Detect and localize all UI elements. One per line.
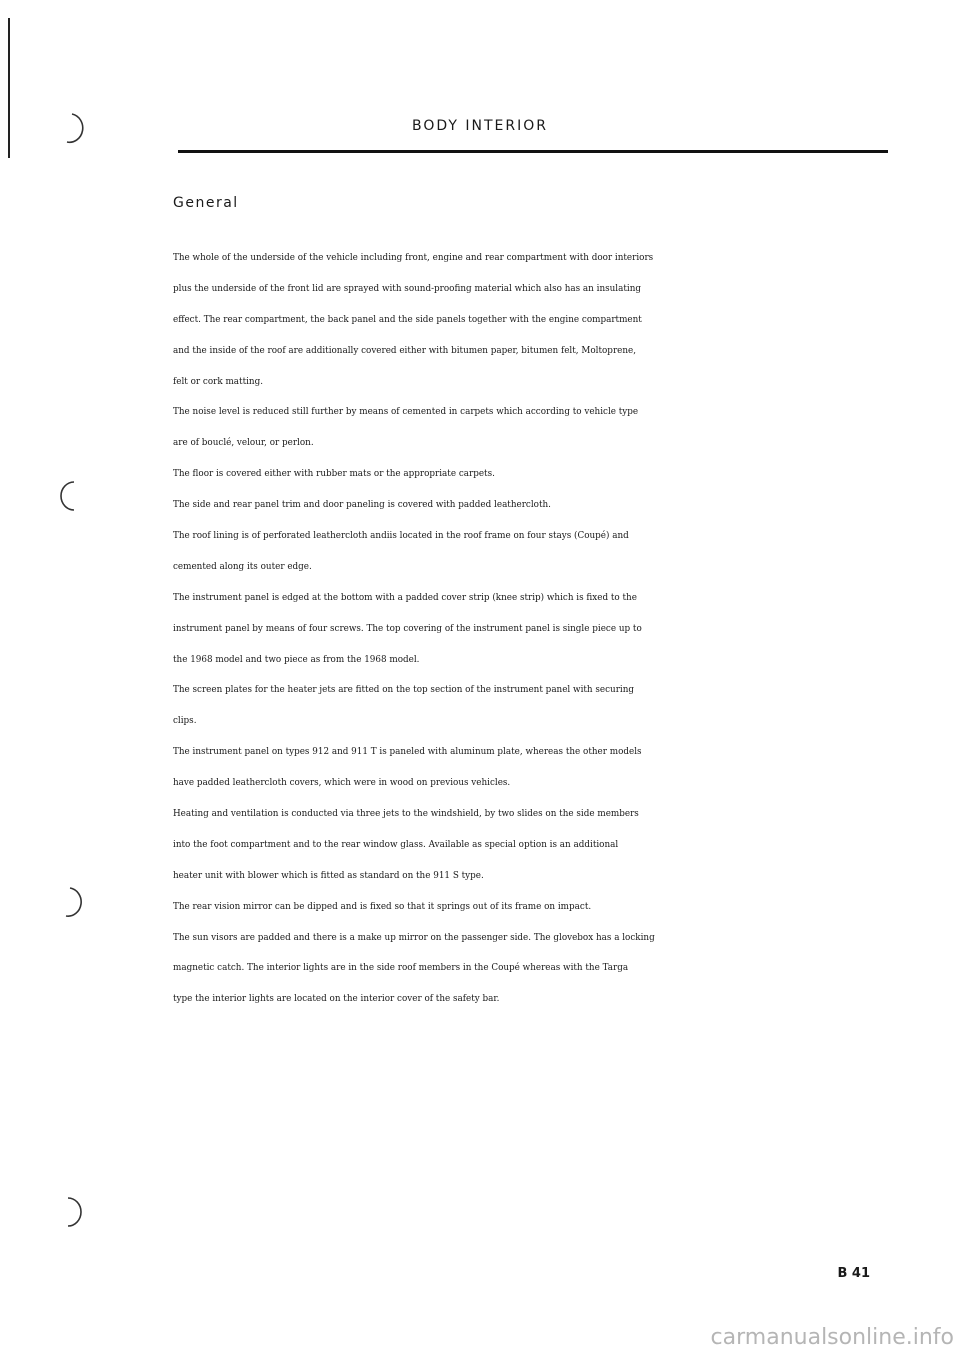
text-line: plus the underside of the front lid are sprayed with sound-proofing material which also has an insulating [173, 283, 641, 294]
text-line: magnetic catch. The interior lights are in the side roof members in the Coupé whereas with the Targa [173, 963, 629, 974]
page-header-title: BODY INTERIOR [412, 118, 548, 134]
binding-edge-line [8, 18, 10, 158]
watermark-text: carmanualsonline.info [710, 1325, 954, 1350]
text-line: effect. The rear compartment, the back panel and the side panels together with the engine compartment [173, 314, 642, 325]
text-line: The floor is covered either with rubber mats or the appropriate carpets. [173, 469, 495, 480]
text-line: The side and rear panel trim and door paneling is covered with padded leathercloth. [173, 500, 551, 511]
text-line: The whole of the underside of the vehicle including front, engine and rear compartment with door interiors [173, 253, 654, 263]
punch-hole-icon [58, 480, 86, 512]
page-number: B 41 [837, 1266, 870, 1281]
text-line: are of bouclé, velour, or perlon. [173, 438, 314, 449]
punch-hole-icon [58, 1196, 86, 1228]
body-text [173, 248, 893, 1020]
text-line: The screen plates for the heater jets are fitted on the top section of the instrument panel with securing [173, 685, 635, 696]
text-line: the 1968 model and two piece as from the 1968 model. [173, 654, 420, 665]
text-line: The noise level is reduced still further by means of cemented in carpets which according to vehicle type [173, 407, 639, 418]
text-line: and the inside of the roof are additionally covered either with bitumen paper, bitumen felt, Moltoprene, [173, 345, 637, 356]
section-title: General [173, 195, 239, 211]
text-line: The instrument panel is edged at the bottom with a padded cover strip (knee strip) which is fixed to the [173, 592, 637, 603]
text-line: clips. [173, 716, 197, 727]
text-line: heater unit with blower which is fitted as standard on the 911 S type. [173, 870, 484, 881]
text-line: into the foot compartment and to the rear window glass. Available as special option is an additional [173, 839, 619, 850]
text-line: The sun visors are padded and there is a make up mirror on the passenger side. The glovebox has a locking [173, 932, 655, 943]
text-line: type the interior lights are located on the interior cover of the safety bar. [173, 994, 500, 1005]
text-line: The roof lining is of perforated leathercloth andiis located in the roof frame on four stays (Coupé) and [173, 531, 629, 542]
text-line: felt or cork matting. [173, 376, 264, 387]
text-line: cemented along its outer edge. [173, 561, 312, 572]
punch-hole-icon [58, 886, 86, 918]
text-line: The instrument panel on types 912 and 911 T is paneled with aluminum plate, whereas the other models [173, 747, 642, 758]
text-line: The rear vision mirror can be dipped and is fixed so that it springs out of its frame on impact. [173, 901, 592, 912]
header-rule [178, 150, 888, 153]
text-line: have padded leathercloth covers, which were in wood on previous vehicles. [173, 778, 511, 789]
text-line: Heating and ventilation is conducted via three jets to the windshield, by two slides on the side members [173, 809, 639, 820]
text-line: instrument panel by means of four screws. The top covering of the instrument panel is single piece up to [173, 623, 642, 634]
